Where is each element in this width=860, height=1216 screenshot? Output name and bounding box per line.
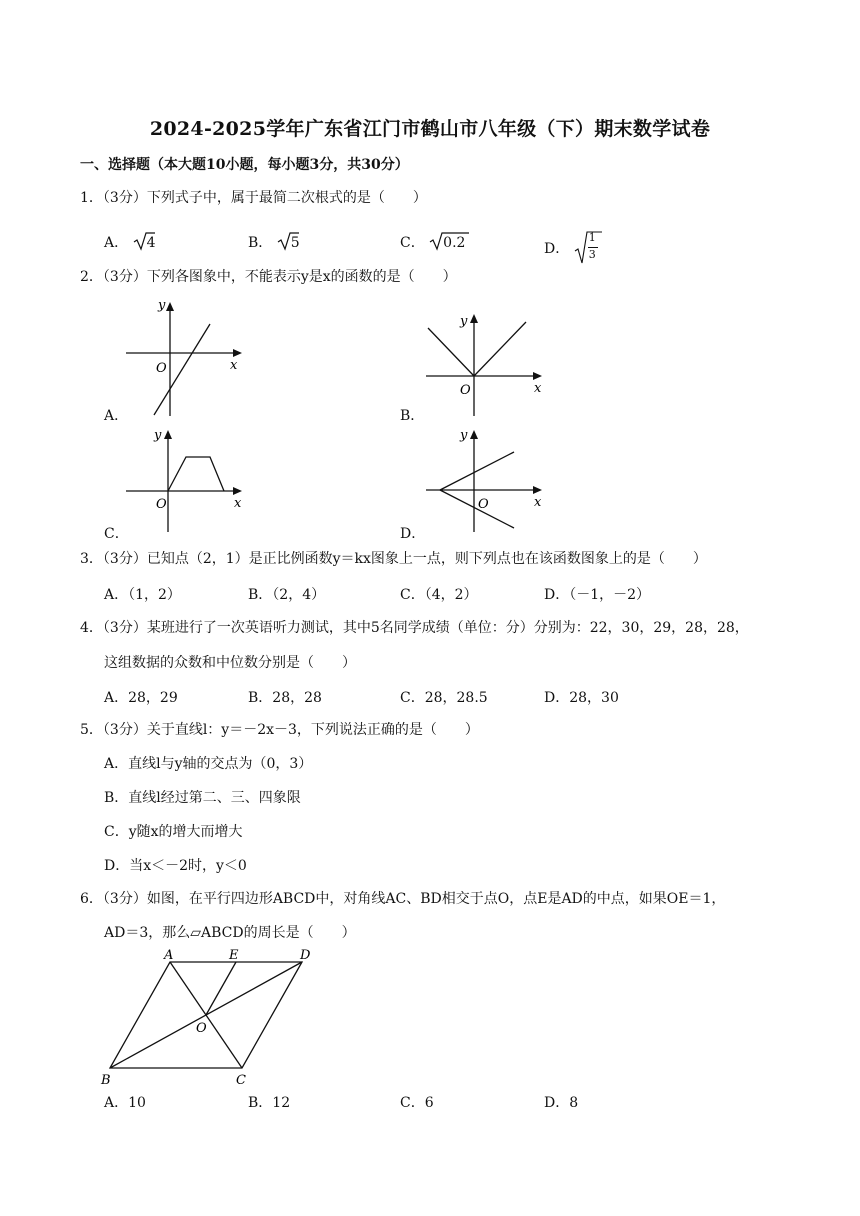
q1-option-a-label: A． [104,235,129,251]
q1-option-b-label: B． [248,235,273,251]
point-a: A [164,948,174,963]
graph-b-label: B． [400,408,425,424]
q3-option-c: C．（4，2） [400,587,478,603]
graph-d-origin: O [478,497,489,512]
graph-d [420,424,550,536]
q1-option-c-label: C． [400,235,425,251]
q6-option-a: A．10 [104,1095,146,1111]
point-c: C [236,1073,246,1088]
graph-a-x-label: x [230,358,238,373]
question-3-stem: 3．（3分）已知点（2，1）是正比例函数y＝kx图象上一点，则下列点也在该函数图象上的是（ ） [80,551,707,567]
q5-option-d: D．当x＜－2时，y＜0 [104,858,247,874]
question-4-stem: 4．（3分）某班进行了一次英语听力测试，其中5名同学成绩（单位：分）分别为：22，30，29，28，28， [80,620,749,636]
q1-option-c-radicand: 0.2 [443,235,466,251]
q1-option-b [248,231,300,252]
graph-b-x-label: x [534,381,542,396]
graph-b-origin: O [460,383,471,398]
q5-option-b: B．直线l经过第二、三、四象限 [104,790,301,806]
q1-option-d-label: D． [544,241,570,257]
q1-option-b-radicand: 5 [290,235,300,251]
q1-option-d-denominator: 3 [588,248,596,261]
question-4-stem-cont: 这组数据的众数和中位数分别是（ ） [104,655,356,671]
q1-option-c [400,231,465,252]
q1-option-a [104,231,156,252]
q5-option-a: A．直线l与y轴的交点为（0，3） [104,756,313,772]
question-6-stem: 6．（3分）如图，在平行四边形ABCD中，对角线AC、BD相交于点O，点E是AD的中点，如果OE＝1， [80,891,726,907]
q3-option-d: D．（－1，－2） [544,587,651,603]
graph-c-origin: O [156,497,167,512]
graph-b [420,308,550,420]
q4-option-c: C．28，28.5 [400,690,488,706]
q1-option-d [544,231,602,265]
sqrt-icon [574,231,602,265]
q4-option-d: D．28，30 [544,690,619,706]
point-b: B [101,1073,111,1088]
q1-option-d-numerator: 1 [588,231,596,244]
question-1-stem: 1．（3分）下列式子中，属于最简二次根式的是（ ） [80,190,427,206]
parallelogram-figure [98,944,322,1088]
q4-option-b: B．28，28 [248,690,322,706]
graph-d-label: D． [400,526,426,542]
graph-a-y-label: y [158,298,166,313]
graph-a-label: A． [104,408,129,424]
section-heading: 一、选择题（本大题10小题，每小题3分，共30分） [80,157,409,173]
graph-c-label: C． [104,526,129,542]
graph-b-y-label: y [460,314,468,329]
graph-c-y-label: y [154,428,162,443]
q3-option-b: B．（2，4） [248,587,326,603]
q6-option-b: B．12 [248,1095,291,1111]
page-title: 2024-2025学年广东省江门市鹤山市八年级（下）期末数学试卷 [149,118,711,140]
graph-c-x-label: x [234,496,242,511]
point-d: D [300,948,311,963]
graph-c [120,424,250,536]
point-e: E [229,948,239,963]
q1-option-d-expr [574,231,602,265]
q5-option-c: C．y随x的增大而增大 [104,824,243,840]
graph-a-origin: O [156,361,167,376]
question-2-stem: 2．（3分）下列各图象中，不能表示y是x的函数的是（ ） [80,269,457,285]
question-5-stem: 5．（3分）关于直线l：y＝－2x－3，下列说法正确的是（ ） [80,722,479,738]
q6-option-d: D．8 [544,1095,579,1111]
q6-option-c: C．6 [400,1095,434,1111]
graph-d-x-label: x [534,495,542,510]
q4-option-a: A．28，29 [104,690,178,706]
graph-d-y-label: y [460,428,468,443]
graph-a [120,296,250,420]
question-6-stem-cont: AD＝3，那么▱ABCD的周长是（ ） [104,925,356,941]
q1-option-a-radicand: 4 [146,235,156,251]
point-o: O [196,1021,207,1036]
q3-option-a: A．（1，2） [104,587,181,603]
